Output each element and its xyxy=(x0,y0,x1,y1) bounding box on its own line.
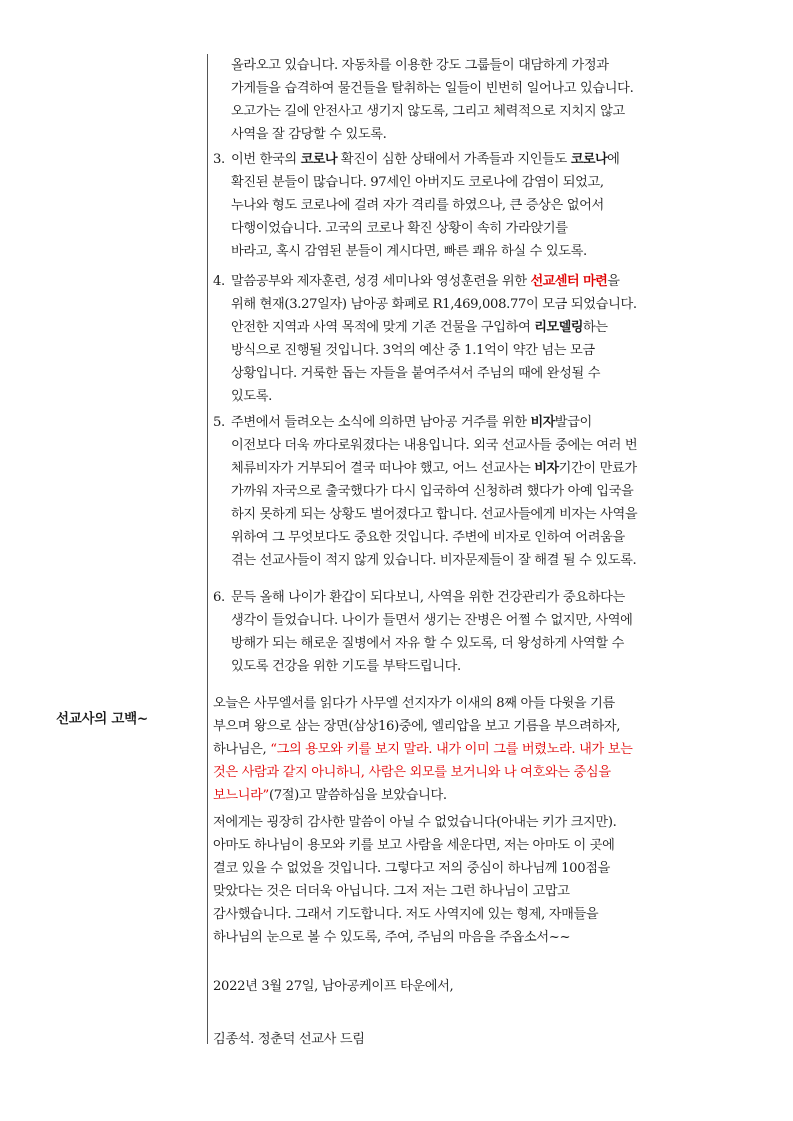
text-line: 위해 현재(3.27일자) 남아공 화폐로 R1,469,008.77이 모금 되었습니다. xyxy=(231,297,637,312)
signature: 김종석. 정춘덕 선교사 드림 xyxy=(213,1032,365,1047)
text-line: 상황입니다. 거룩한 돕는 자들을 붙여주셔서 주님의 때에 완성될 수 xyxy=(231,366,601,381)
side-heading: 선교사의 고백~ xyxy=(56,711,148,727)
text-line: 있도록. xyxy=(231,389,273,404)
text-line: 사역을 잘 감당할 수 있도록. xyxy=(231,127,387,142)
text-line: 있도록 건강을 위한 기도를 부탁드립니다. xyxy=(231,659,461,674)
text-line: 아마도 하나님이 용모와 키를 보고 사람을 세운다면, 저는 아마도 이 곳에 xyxy=(213,838,615,853)
text-line: 방해가 되는 해로운 질병에서 자유 할 수 있도록, 더 왕성하게 사역할 수 xyxy=(231,636,624,651)
text-line: 오고가는 길에 안전사고 생기지 않도록, 그리고 체력적으로 지치지 않고 xyxy=(231,104,625,119)
scripture-quote: “그의 용모와 키를 보지 말라. 내가 이미 그를 버렸노라. 내가 보는 xyxy=(270,742,633,757)
text-line: 맞았다는 것은 더더욱 아닙니다. 그저 저는 그런 하나님이 고맙고 xyxy=(213,884,570,899)
text-line: 오늘은 사무엘서를 읽다가 사무엘 선지자가 이새의 8째 아들 다윗을 기름 xyxy=(213,696,615,711)
text-line: 방식으로 진행될 것입니다. 3억의 예산 중 1.1억이 약간 넘는 모금 xyxy=(231,343,595,358)
text-line: 문득 올해 나이가 환갑이 되다보니, 사역을 위한 건강관리가 중요하다는 xyxy=(231,590,625,605)
text-line: 바라고, 혹시 감염된 분들이 계시다면, 빠른 쾌유 하실 수 있도록. xyxy=(231,244,587,259)
text-line: 말씀공부와 제자훈련, 성경 세미나와 영성훈련을 위한 선교센터 마련을 xyxy=(231,274,620,289)
text-line: 이번 한국의 코로나 확진이 심한 상태에서 가족들과 지인들도 코로나에 xyxy=(231,152,620,167)
text-line: 하지 못하게 되는 상황도 벌어졌다고 합니다. 선교사들에게 비자는 사역을 xyxy=(231,507,638,522)
text-line: 다행이었습니다. 고국의 코로나 확진 상황이 속히 가라앉기를 xyxy=(231,221,568,236)
text-line: 체류비자가 거부되어 결국 떠나야 했고, 어느 선교사는 비자기간이 만료가 xyxy=(231,461,637,476)
document-body xyxy=(213,54,741,1051)
text-line: 부으며 왕으로 삼는 장면(삼상16)중에, 엘리압을 보고 기름을 부으려하자, xyxy=(213,719,621,734)
text-line: 위하여 그 무엇보다도 중요한 것입니다. 주변에 비자로 인하여 어려움을 xyxy=(231,530,625,545)
text-line: 주변에서 들려오는 소식에 의하면 남아공 거주를 위한 비자발급이 xyxy=(231,415,592,430)
text-line: 가까워 자국으로 출국했다가 다시 입국하여 신청하려 했다가 아예 입국을 xyxy=(231,484,634,499)
item-number: 4. xyxy=(213,274,225,289)
prayer-item-5 xyxy=(213,411,741,572)
text-line: 확진된 분들이 많습니다. 97세인 아버지도 코로나에 감염이 되었고, xyxy=(231,175,604,190)
text-line: 누나와 형도 코로나에 걸려 자가 격리를 하였으나, 큰 증상은 없어서 xyxy=(231,198,604,213)
text-line: 하나님의 눈으로 볼 수 있도록, 주여, 주님의 마음을 주옵소서~~ xyxy=(213,930,571,945)
scripture-quote-line: 것은 사람과 같지 아니하니, 사람은 외모를 보거니와 나 여호와는 중심을 xyxy=(213,765,611,780)
text-line: 생각이 들었습니다. 나이가 들면서 생기는 잔병은 어쩔 수 없지만, 사역에 xyxy=(231,613,633,628)
prayer-item-4 xyxy=(213,270,741,408)
vertical-divider xyxy=(207,54,208,1044)
confession-paragraph-2 xyxy=(213,811,741,949)
text-line: 겪는 선교사들이 적지 않게 있습니다. 비자문제들이 잘 해결 될 수 있도록. xyxy=(231,553,637,568)
text-line: 올라오고 있습니다. 자동차를 이용한 강도 그룹들이 대담하게 가정과 xyxy=(231,58,609,73)
text-line: 결코 있을 수 없었을 것입니다. 그렇다고 저의 중심이 하나님께 100점을 xyxy=(213,861,611,876)
text-line: 저에게는 굉장히 감사한 말씀이 아닐 수 없었습니다(아내는 키가 크지만). xyxy=(213,815,617,830)
item-number: 5. xyxy=(213,415,225,430)
prayer-item-3 xyxy=(213,148,741,263)
text-line: 감사했습니다. 그래서 기도합니다. 저도 사역지에 있는 형제, 자매들을 xyxy=(213,907,599,922)
item-number: 6. xyxy=(213,590,225,605)
date-line: 2022년 3월 27일, 남아공케이프 타운에서, xyxy=(213,979,454,994)
highlight-mission-center: 선교센터 마련 xyxy=(530,274,608,289)
text-line: 가게들을 습격하여 물건들을 탈취하는 일들이 빈번히 일어나고 있습니다. xyxy=(231,81,634,96)
text-line: 이전보다 더욱 까다로워졌다는 내용입니다. 외국 선교사들 중에는 여러 번 xyxy=(231,438,638,453)
confession-paragraph-1 xyxy=(213,692,741,807)
item-2-continuation xyxy=(213,54,741,146)
text-line: 하나님은, “그의 용모와 키를 보지 말라. 내가 이미 그를 버렸노라. 내가 보는 xyxy=(213,742,633,757)
text-line: 보느니라”(7절)고 말씀하심을 보았습니다. xyxy=(213,788,447,803)
item-number: 3. xyxy=(213,152,225,167)
prayer-item-6 xyxy=(213,586,741,678)
text-line: 안전한 지역과 사역 목적에 맞게 기존 건물을 구입하여 리모델링하는 xyxy=(231,320,608,335)
